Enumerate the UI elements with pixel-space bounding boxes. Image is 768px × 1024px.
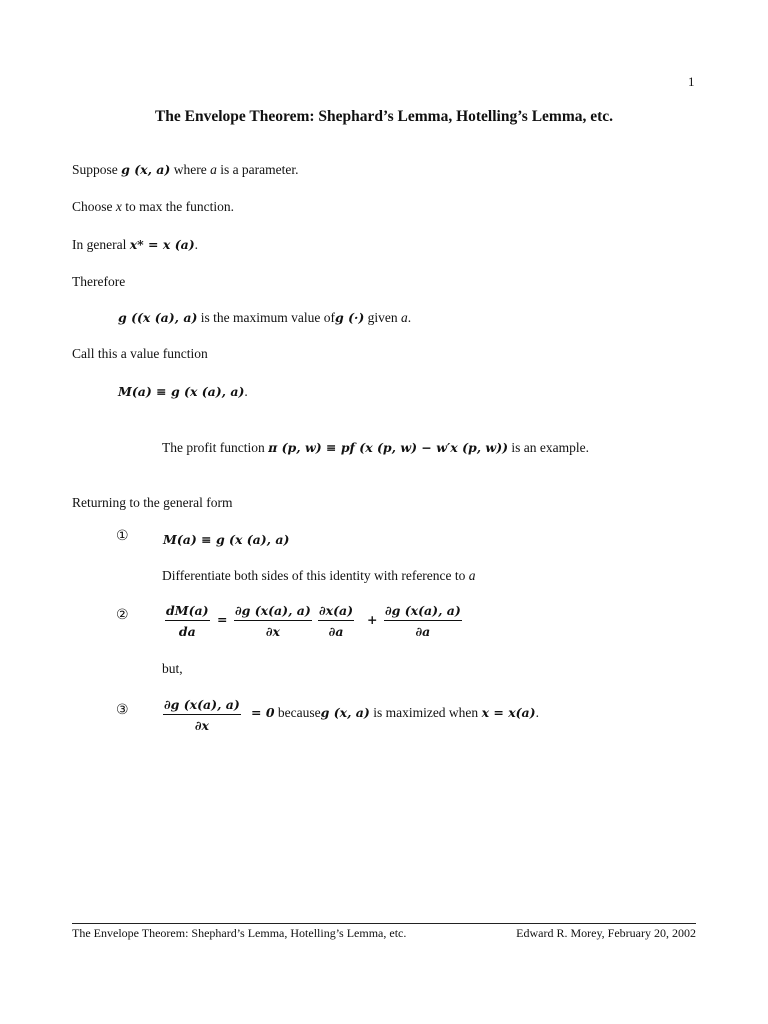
paragraph-choose xyxy=(72,199,234,215)
frac-bar xyxy=(384,620,462,621)
fraction-dg-da xyxy=(384,602,462,640)
paragraph-but: but, xyxy=(162,661,183,676)
text-in-general: In general xyxy=(72,237,127,252)
frac-den: ∂x xyxy=(194,718,209,733)
frac-bar xyxy=(318,620,354,621)
step-3-condition xyxy=(251,705,539,721)
fraction-dm-da xyxy=(165,602,210,640)
frac-num: ∂g (x(a), a) xyxy=(164,697,240,712)
math-g-dot: g (·) xyxy=(334,310,365,325)
paragraph-profit-function xyxy=(162,440,589,456)
page-number: 1 xyxy=(688,74,695,89)
math-step-1: M(a) ≡ g (x (a), a) xyxy=(163,532,290,547)
frac-bar xyxy=(234,620,312,621)
frac-num: ∂g (x(a), a) xyxy=(235,603,311,618)
text-because: because xyxy=(277,705,321,720)
frac-den: ∂x xyxy=(265,624,280,639)
footer-author-date: Edward R. Morey, February 20, 2002 xyxy=(516,926,696,940)
paragraph-value-function: Call this a value function xyxy=(72,346,208,361)
math-equals-zero: = 0 xyxy=(251,705,275,720)
var-x: x xyxy=(115,199,122,214)
fraction-dg-dx xyxy=(234,602,312,640)
frac-num: dM(a) xyxy=(166,603,209,618)
var-a-given: a xyxy=(401,310,408,325)
step-2-marker: ② xyxy=(116,607,129,623)
plus-sign: + xyxy=(367,612,378,627)
frac-num: ∂x(a) xyxy=(319,603,354,618)
frac-num: ∂g (x(a), a) xyxy=(385,603,461,618)
text-to-max: to max the function. xyxy=(125,199,234,214)
text-where: where xyxy=(173,162,207,177)
step-1-equation xyxy=(163,532,289,548)
text-choose: Choose xyxy=(72,199,113,214)
fraction-dx-da xyxy=(318,602,354,640)
text-differentiate: Differentiate both sides of this identity with reference to xyxy=(162,568,466,583)
text-period-5: . xyxy=(407,310,412,325)
frac-bar xyxy=(165,620,210,621)
equals-sign: = xyxy=(217,612,228,627)
math-m-a-def: M(a) ≡ g (x (a), a) xyxy=(118,384,245,399)
paragraph-value-function-def xyxy=(118,384,248,400)
var-a: a xyxy=(210,162,217,177)
text-max-value: is the maximum value of xyxy=(200,310,335,325)
frac-den: ∂a xyxy=(328,624,344,639)
text-period: . xyxy=(194,237,198,252)
page-title: The Envelope Theorem: Shephard’s Lemma, Hotelling’s Lemma, etc. xyxy=(154,108,614,125)
math-x-star: x* = x (a) xyxy=(129,237,195,252)
var-a-diff: a xyxy=(468,568,476,583)
frac-den: da xyxy=(178,624,196,639)
step-1-marker: ① xyxy=(116,528,129,544)
paragraph-differentiate xyxy=(162,568,476,584)
paragraph-suppose xyxy=(72,162,299,178)
text-period-3: . xyxy=(535,705,539,720)
footer-title: The Envelope Theorem: Shephard’s Lemma, Hotelling’s Lemma, etc. xyxy=(72,926,407,940)
paragraph-therefore: Therefore xyxy=(72,274,126,289)
math-g-x-a-a: g ((x (a), a) xyxy=(118,310,198,325)
math-g-x-a-3: g (x, a) xyxy=(320,705,370,720)
step-3-marker: ③ xyxy=(116,702,129,718)
text-given: given xyxy=(367,310,398,325)
math-profit-function: π (p, w) ≡ pf (x (p, w) − w′x (p, w)) xyxy=(268,440,509,455)
math-x-equals: x = x(a) xyxy=(481,705,536,720)
text-suppose: Suppose xyxy=(72,162,118,177)
text-example: is an example. xyxy=(511,440,590,455)
math-g-x-a: g (x, a) xyxy=(121,162,171,177)
text-maximized: is maximized when xyxy=(373,705,479,720)
text-is-parameter: is a parameter. xyxy=(220,162,299,177)
paragraph-max-value xyxy=(118,310,411,326)
paragraph-in-general xyxy=(72,237,198,253)
frac-den: ∂a xyxy=(415,624,431,639)
text-period-7: . xyxy=(244,384,248,399)
paragraph-returning: Returning to the general form xyxy=(72,495,233,510)
fraction-step-3 xyxy=(163,696,241,734)
frac-bar xyxy=(163,714,241,715)
text-profit-function: The profit function xyxy=(162,440,265,455)
footer-rule xyxy=(72,923,696,924)
